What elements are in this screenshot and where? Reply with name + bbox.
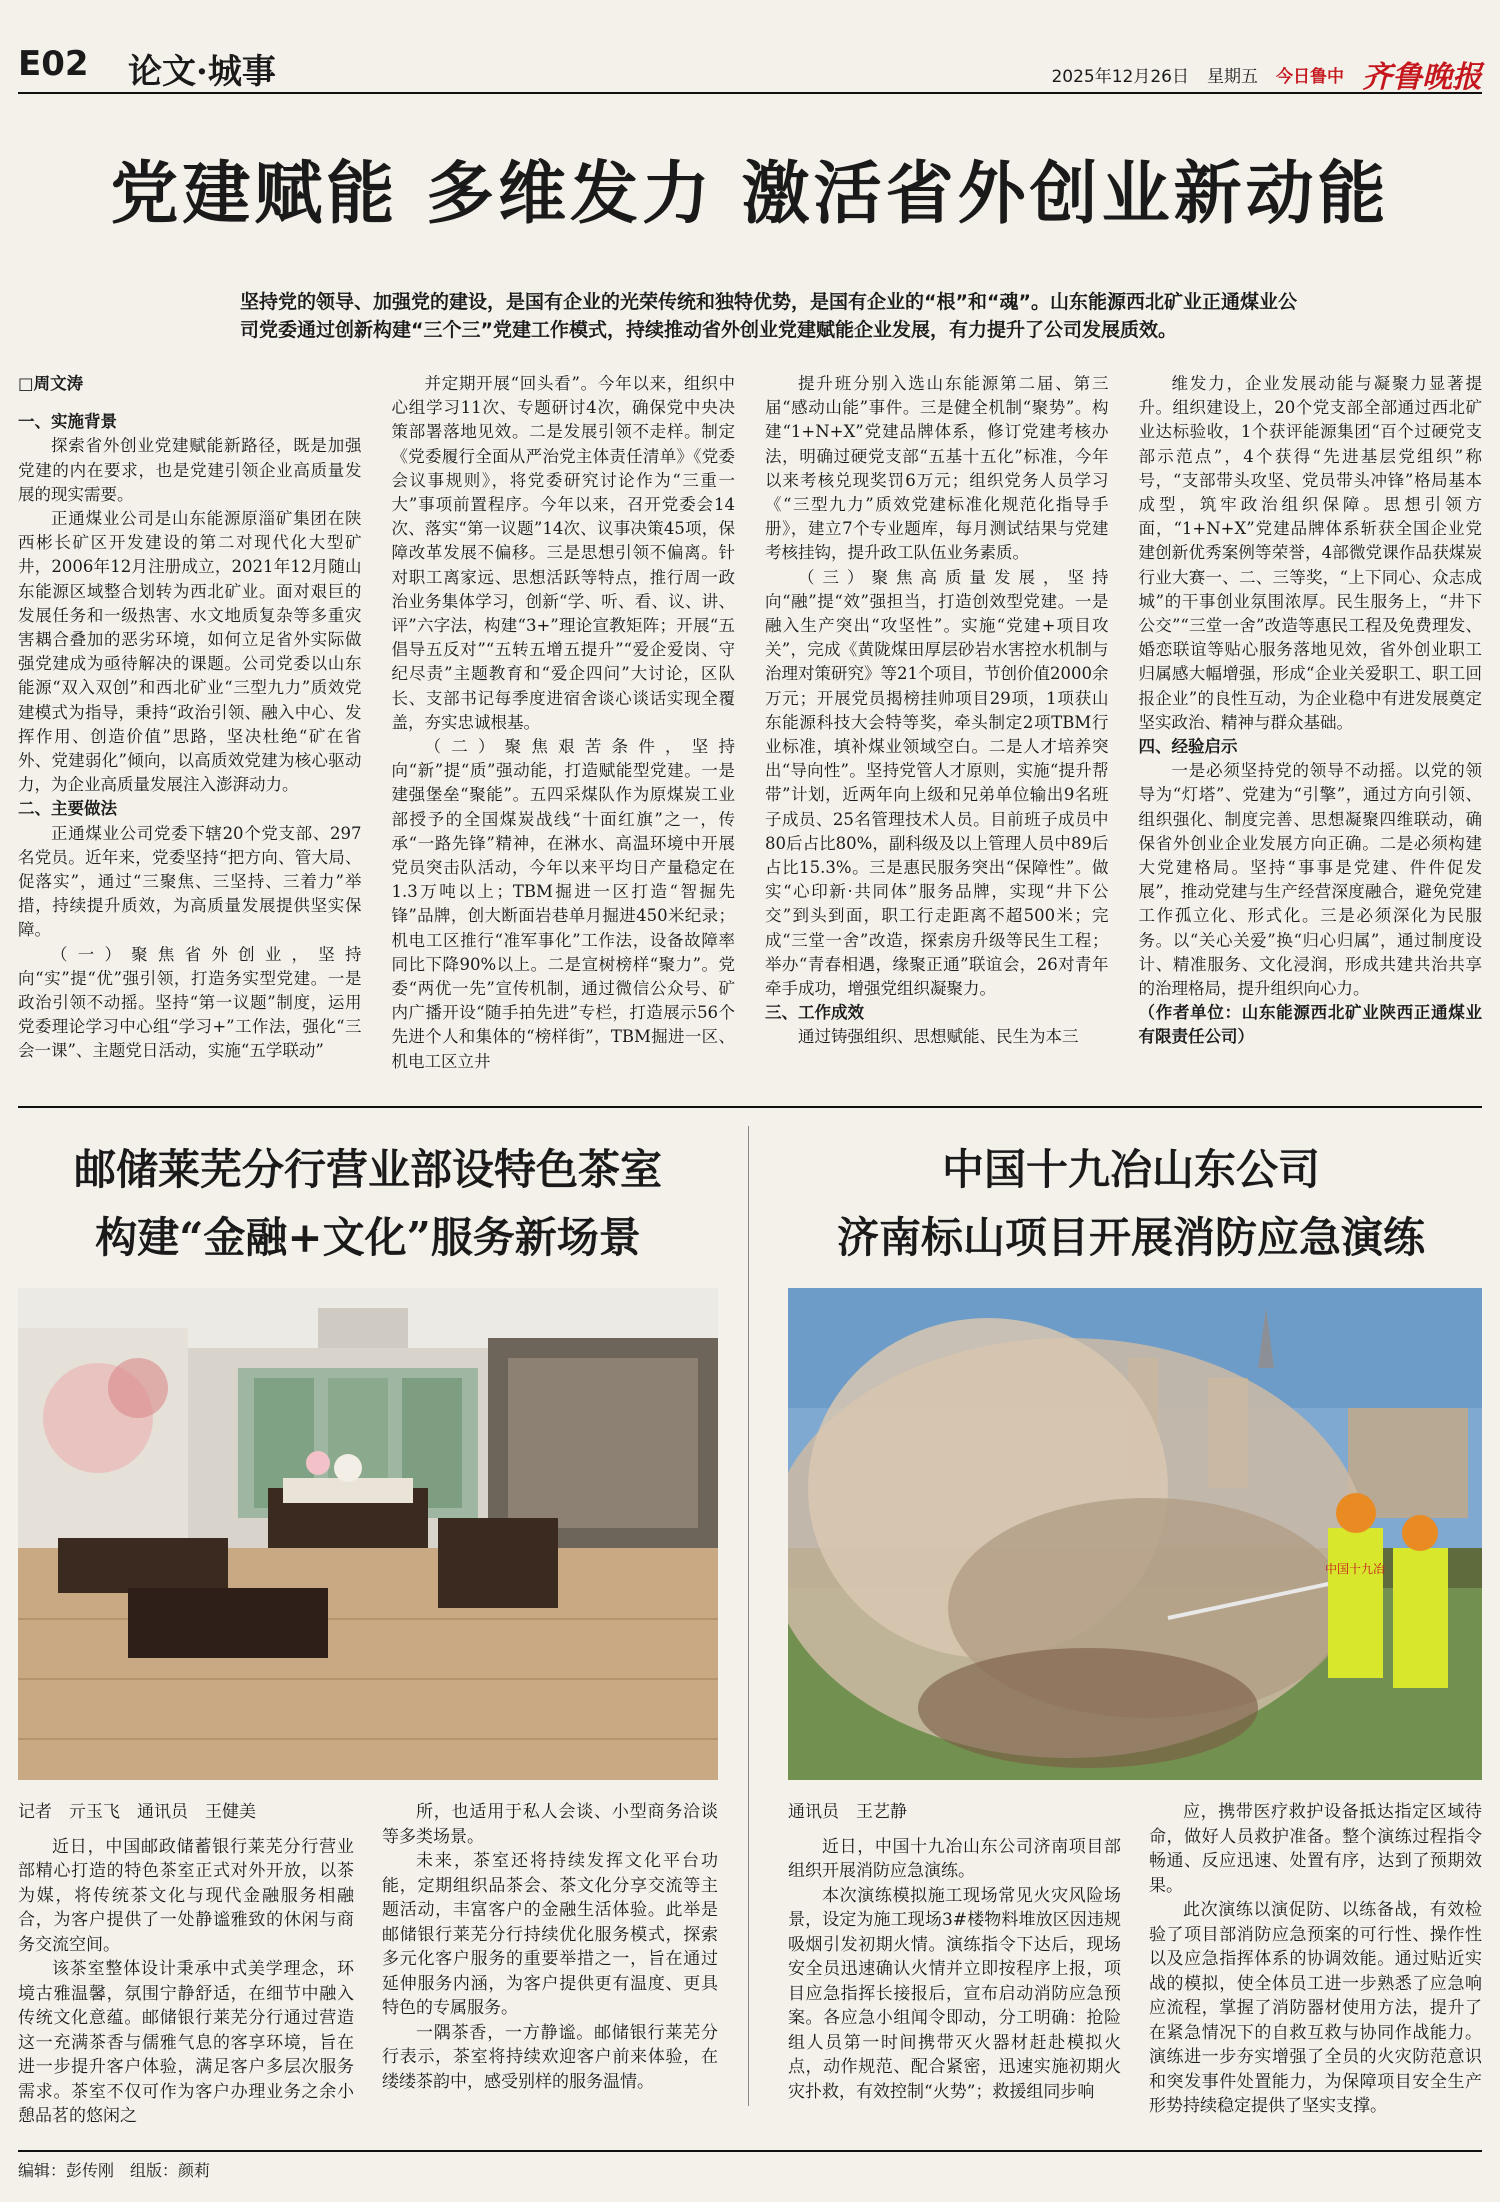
page-header [18,40,1482,94]
paragraph: 未来，茶室还将持续发挥文化平台功能，定期组织品茶会、茶文化分享交流等主题活动，丰富客户的金融生活体验。此举是邮储银行莱芜分行持续优化服务模式，探索多元化客户服务的重要举措之一，旨在通过延伸服务内涵，为客户提供更有温度、更具特色的专属服务。 [382,1851,718,2018]
paragraph: 近日，中国十九冶山东公司济南项目部组织开展消防应急演练。 [788,1836,1121,1881]
article3-headline [780,1136,1482,1272]
article2-byline: 记者 亓玉飞 通讯员 王健美 [18,1802,256,1822]
article2-headline-line: 构建“金融+文化”服务新场景 [95,1213,641,1262]
column-rule [748,1126,749,2106]
article1-lead: 坚持党的领导、加强党的建设，是国有企业的光荣传统和独特优势，是国有企业的“根”和“魂”。山东能源西北矿业正通煤业公司党委通过创新构建“三个三”党建工作模式，持续推动省外创业党建赋能企业发展，有力提升了公司发展质效。 [240,291,1297,341]
subheading: 四、经验启示 [1138,737,1238,757]
paragraph: 提升班分别入选山东能源第二届、第三届“感动山能”事件。三是健全机制“聚势”。构建“1+N+X”党建品牌体系，修订党建考核办法，明确过硬党支部“五基十五化”标准，今年以来考核兑现奖罚6万元；组织党务人员学习《“三型九力”质效党建标准化规范化指导手册》，建立7个专业题库，每月测试结果与党建考核挂钩，提升政工队伍业务素质。 [765,374,1109,563]
paragraph: 一隅茶香，一方静谧。邮储银行莱芜分行表示，茶室将持续欢迎客户前来体验，在缕缕茶韵中，感受别样的服务温情。 [382,2022,718,2092]
subheading: 三、工作成效 [765,1003,864,1023]
article3-headline-line: 中国十九冶山东公司 [941,1145,1320,1194]
paragraph: 本次演练模拟施工现场常见火灾风险场景，设定为施工现场3#楼物料堆放区因违规吸烟引发初期火情。演练指令下达后，现场安全员迅速确认火情并立即按程序上报，项目应急指挥长接报后，宣布启动消防应急预案。各应急小组闻令即动，分工明确：抢险组人员第一时间携带灭火器材赶赴模拟火点，动作规范、配合紧密，迅速实施初期火灾扑救，有效控制“火势”；救援组同步响 [788,1885,1121,2102]
subheading: 二、主要做法 [18,799,117,819]
paragraph: 所，也适用于私人会谈、小型商务洽谈等多类场景。 [382,1802,718,1847]
fire-drill-photo [788,1288,1482,1780]
article3-column [1149,1800,1482,2119]
article2-headline-line: 邮储莱芜分行营业部设特色茶室 [73,1145,662,1194]
page-number: E02 [18,44,89,84]
edition-name: 今日鲁中 [1276,66,1344,87]
issue-weekday: 星期五 [1207,66,1258,87]
article2-column [382,1800,718,2129]
article1-headline: 党建赋能 多维发力 激活省外创业新动能 [110,154,1390,234]
section-divider [18,1106,1482,1108]
subheading: 一、实施背景 [18,412,117,432]
article3-headline-line: 济南标山项目开展消防应急演练 [836,1213,1425,1262]
article2-body [18,1800,718,2126]
article1-column [18,372,362,1092]
paragraph: 该茶室整体设计秉承中式美学理念，环境古雅温馨，氛围宁静舒适，在细节中融入传统文化意蕴。邮储银行莱芜分行通过营造这一充满茶香与儒雅气息的客享环境，旨在进一步提升客户体验，满足客户多层次服务需求。茶室不仅可作为客户办理业务之余小憩品茗的悠闲之 [18,1959,354,2126]
safety-vest-text: 中国十九冶 [1324,1562,1386,1576]
article1-column [392,372,736,1092]
article3-column [788,1800,1121,2119]
newspaper-logo: 齐鲁晚报 [1362,60,1482,95]
paragraph: （二）聚焦艰苦条件，坚持向“新”提“质”强动能，打造赋能型党建。一是建强堡垒“聚能”。五四采煤队作为原煤炭工业部授予的全国煤炭战线“十面红旗”之一，传承“一路先锋”精神，在淋水、高温环境中开展党员突击队活动，今年以来平均日产量稳定在1.3万吨以上；TBM掘进一区打造“智掘先锋”品牌，创大断面岩巷单月掘进450米纪录；机电工区推行“准军事化”工作法，设备故障率同比下降90%以上。二是宣树榜样“聚力”。党委“两优一先”宣传机制，通过微信公众号、矿内广播开设“随手拍先进”专栏，打造展示56个先进个人和集体的“榜样街”，TBM掘进一区、机电工区立井 [391,737,735,1071]
section-name: 论文·城事 [128,52,276,92]
paragraph: 维发力，企业发展动能与凝聚力显著提升。组织建设上，20个党支部全部通过西北矿业达标验收，1个获评能源集团“百个过硬党支部示范点”，4个获得“先进基层党组织”称号，“支部带头攻坚、党员带头冲锋”格局基本成型，筑牢政治组织保障。思想引领方面，“1+N+X”党建品牌体系斩获全国企业党建创新优秀案例等荣誉，4部微党课作品获煤炭行业大赛一、二、三等奖，“上下同心、众志成城”的干事创业氛围浓厚。民生服务上，“井下公交”“三堂一舍”改造等惠民工程及免费理发、婚恋联谊等贴心服务落地见效，省外创业职工归属感大幅增强，形成“企业关爱职工、职工回报企业”的良性互动，为企业稳中有进发展奠定坚实政治、精神与群众基础。 [1138,374,1482,732]
article1-byline: □周文涛 [18,374,84,393]
article2-headline [18,1136,718,1272]
paragraph: 近日，中国邮政储蓄银行莱芜分行营业部精心打造的特色茶室正式对外开放，以茶为媒，将传统茶文化与现代金融服务相融合，为客户提供了一处静谧雅致的休闲与商务交流空间。 [18,1836,354,1955]
paragraph: （三）聚焦高质量发展，坚持向“融”提“效”强担当，打造创效型党建。一是融入生产突出“攻坚性”。实施“党建+项目攻关”，完成《黄陇煤田厚层砂岩水害控水机制与治理对策研究》等21个项目，节创价值2000余万元；开展党员揭榜挂帅项目29项，1项获山东能源科技大会特等奖，牵头制定2项TBM行业标准，填补煤业领域空白。二是人才培养突出“导向性”。坚持党管人才原则，实施“提升帮带”计划，近两年向上级和兄弟单位输出9名班子成员、25名管理技术人员。目前班子成员中80后占比80%，副科级及以上管理人员中89后占比15.3%。三是惠民服务突出“保障性”。做实“心印新·共同体”服务品牌，实现“井下公交”到头到面，职工行走距离不超500米；完成“三堂一舍”改造，探索房升级等民生工程；举办“青春相遇，缘聚正通”联谊会，26对青年牵手成功，增强党组织凝聚力。 [765,567,1109,999]
article2-column [18,1800,354,2129]
paragraph: 应，携带医疗救护设备抵达指定区域待命，做好人员救护准备。整个演练过程指令畅通、反应迅速、处置有序，达到了预期效果。 [1149,1802,1482,1896]
paragraph: 并定期开展“回头看”。今年以来，组织中心组学习11次、专题研讨4次，确保党中央决策部署落地见效。二是发展引领不走样。制定《党委履行全面从严治党主体责任清单》《党委会议事规则》，将党委研究讨论作为“三重一大”事项前置程序。今年以来，召开党委会14次、落实“第一议题”14次、议事决策45项，保障改革发展不偏移。三是思想引领不偏离。针对职工离家远、思想活跃等特点，推行周一政治业务集体学习，创新“学、听、看、议、讲、评”六字法，构建“3+”理论宣教矩阵；开展“五倡导五反对”“五转五增五提升”“爱企爱岗、守纪尽责”主题教育和“爱企四问”大讨论，区队长、支部书记每季度进宿舍谈心谈话实现全覆盖，夯实忠诚根基。 [391,374,735,732]
paragraph: 正通煤业公司是山东能源原淄矿集团在陕西彬长矿区开发建设的第二对现代化大型矿井，2006年12月注册成立，2021年12月随山东能源区域整合划转为西北矿业。面对艰巨的发展任务和一级热害、水文地质复杂等多重灾害耦合叠加的恶劣环境，如何立足省外实际做强党建成为亟待解决的课题。公司党委以山东能源“双入双创”和西北矿业“三型九力”质效党建模式为指导，秉持“政治引领、融入中心、发挥作用、创造价值”思路，坚决杜绝“矿在省外、党建弱化”倾向，以高质效党建为核心驱动力，为企业高质量发展注入澎湃动力。 [18,509,362,795]
paragraph: 通过铸强组织、思想赋能、民生为本三 [798,1027,1079,1047]
paragraph: （一）聚焦省外创业，坚持向“实”提“优”强引领，打造务实型党建。一是政治引领不动摇。坚持“第一议题”制度，运用党委理论学习中心组“学习+”工作法，强化“三会一课”、主题党日活动，实施“五学联动” [18,944,362,1061]
paragraph: 探索省外创业党建赋能新路径，既是加强党建的内在要求，也是党建引领企业高质量发展的现实需要。 [18,436,362,504]
article1-column [1139,372,1483,1092]
author-affiliation: （作者单位：山东能源西北矿业陕西正通煤业有限责任公司） [1138,1003,1482,1047]
paragraph: 此次演练以演促防、以练备战，有效检验了项目部消防应急预案的可行性、操作性以及应急指挥体系的协调效能。通过贴近实战的模拟，使全体员工进一步熟悉了应急响应流程，掌握了消防器材使用方法，提升了在紧急情况下的自救互救与协同作战能力。演练进一步夯实增强了全员的火灾防范意识和突发事件处置能力，为保障项目安全生产形势持续稳定提供了坚实支撑。 [1149,1900,1482,2116]
article3-byline: 通讯员 王艺静 [788,1802,907,1822]
issue-date: 2025年12月26日 [1051,66,1189,87]
article1-column [765,372,1109,1092]
header-meta [1051,52,1482,96]
tea-room-photo [18,1288,718,1780]
article1-body [18,372,1482,1092]
article3-body [788,1800,1482,2116]
editor-credits: 编辑：彭传刚 组版：颜莉 [18,2150,1482,2181]
paragraph: 正通煤业公司党委下辖20个党支部、297名党员。近年来，党委坚持“把方向、管大局、促落实”，通过“三聚焦、三坚持、三着力”举措，持续提升质效，为高质量发展提供坚实保障。 [18,823,362,940]
paragraph: 一是必须坚持党的领导不动摇。以党的领导为“灯塔”、党建为“引擎”，通过方向引领、组织强化、制度完善、思想凝聚四维联动，确保省外创业企业发展方向正确。二是必须构建大党建格局。坚持“事事是党建、件件促发展”，推动党建与生产经营深度融合，避免党建工作孤立化、形式化。三是必须深化为民服务。以“关心关爱”换“归心归属”，通过制度设计、精准服务、文化浸润，形成共建共治共享的治理格局，提升组织向心力。 [1138,761,1482,999]
